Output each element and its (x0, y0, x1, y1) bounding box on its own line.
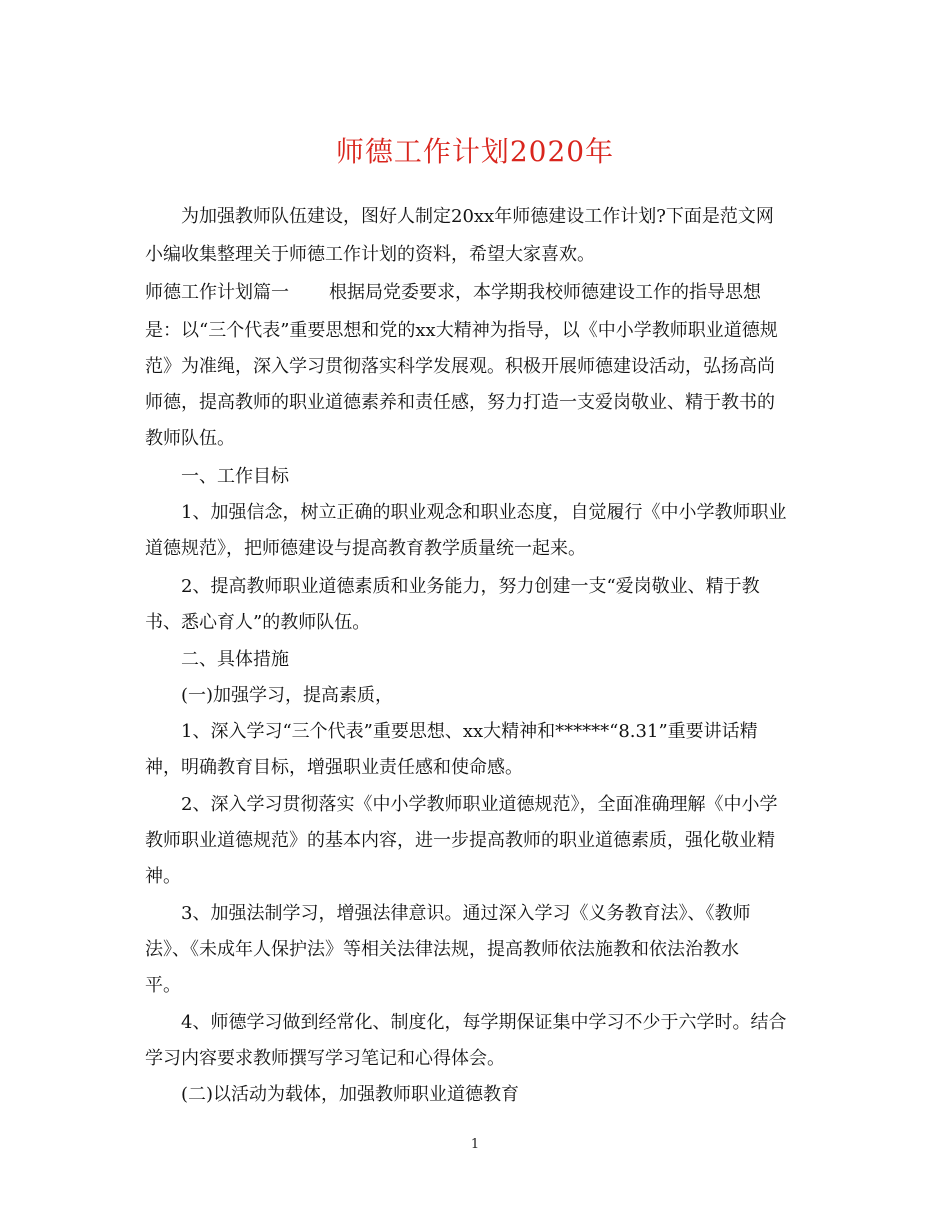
paragraph-line: 神，明确教育目标，增强职业责任感和使命感。 (145, 757, 523, 778)
paragraph-line: 书、悉心育人”的教师队伍。 (145, 612, 371, 633)
subsection-heading: (二)以活动为载体，加强教师职业道德教育 (181, 1084, 520, 1105)
paragraph-line: 教师队伍。 (145, 428, 235, 449)
paragraph-line: 小编收集整理关于师德工作计划的资料，希望大家喜欢。 (145, 244, 595, 265)
paragraph-line: 范》为准绳，深入学习贯彻落实科学发展观。积极开展师德建设活动，弘扬高尚 (145, 356, 775, 377)
paragraph-line: 神。 (145, 866, 181, 887)
paragraph-line: 法》、《未成年人保护法》等相关法律法规，提高教师依法施教和依法治教水 (145, 939, 739, 960)
paragraph-line: 平。 (145, 975, 181, 996)
section-heading: 师德工作计划篇一 (145, 282, 289, 303)
paragraph-line: 3、加强法制学习，增强法律意识。通过深入学习《义务教育法》、《教师 (181, 903, 751, 924)
paragraph-line: 4、师德学习做到经常化、制度化，每学期保证集中学习不少于六学时。结合 (181, 1012, 787, 1033)
paragraph-line: 学习内容要求教师撰写学习笔记和心得体会。 (145, 1048, 505, 1069)
paragraph-line: 师德，提高教师的职业道德素养和责任感，努力打造一支爱岗敬业、精于教书的 (145, 392, 775, 413)
paragraph-line: 道德规范》，把师德建设与提高教育教学质量统一起来。 (145, 538, 586, 559)
section-heading: 一、工作目标 (181, 466, 289, 487)
paragraph-line: 教师职业道德规范》的基本内容，进一步提高教师的职业道德素质，强化敬业精 (145, 830, 775, 851)
paragraph-line: 为加强教师队伍建设，图好人制定20xx年师德建设工作计划?下面是范文网 (181, 206, 774, 227)
paragraph-line: 2、提高教师职业道德素质和业务能力，努力创建一支“爱岗敬业、精于教 (181, 576, 760, 597)
paragraph-line (145, 281, 825, 305)
paragraph-line: 2、深入学习贯彻落实《中小学教师职业道德规范》，全面准确理解《中小学 (181, 794, 778, 815)
paragraph-line: 是：以“三个代表”重要思想和党的xx大精神为指导，以《中小学教师职业道德规 (145, 320, 778, 341)
section-heading: 二、具体措施 (181, 649, 289, 670)
document-title: 师德工作计划2020年 (335, 135, 615, 168)
subsection-heading: (一)加强学习，提高素质， (181, 685, 394, 706)
paragraph-line: 1、加强信念，树立正确的职业观念和职业态度，自觉履行《中小学教师职业 (181, 502, 787, 523)
paragraph-line: 1、深入学习“三个代表”重要思想、xx大精神和******“8.31”重要讲话精 (181, 721, 758, 742)
paragraph-text: 根据局党委要求，本学期我校师德建设工作的指导思想 (329, 282, 761, 303)
page-number: 1 (470, 1137, 480, 1152)
